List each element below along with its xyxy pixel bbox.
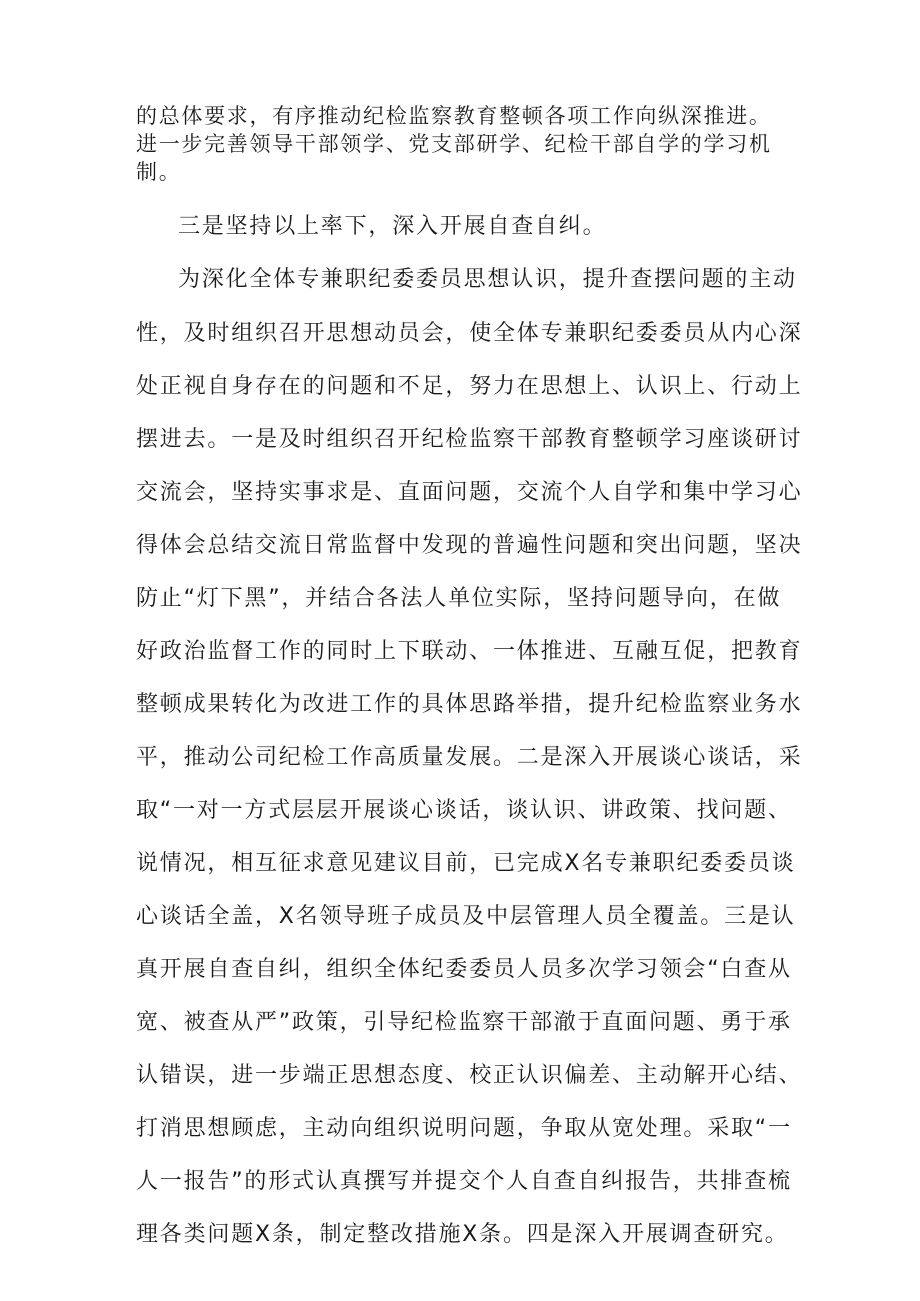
text-line: 理各类问题X条，制定整改措施X条。四是深入开展调查研究。 bbox=[136, 1222, 789, 1247]
text-line: 宽、被查从严”政策，引导纪检监察干部澈于直面问题、勇于承 bbox=[136, 1010, 792, 1035]
text-line: 整顿成果转化为改进工作的具体思路举措，提升纪检监察业务水 bbox=[136, 692, 803, 717]
text-line: 好政治监督工作的同时上下联动、一体推进、互融互促，把教育 bbox=[136, 639, 803, 664]
text-line: 交流会，坚持实事求是、直面问题，交流个人自学和集中学习心 bbox=[136, 480, 803, 505]
text-line: 处正视自身存在的问题和不足，努力在思想上、认识上、行动上 bbox=[136, 374, 803, 399]
text-line: 说情况，相互征求意见建议目前，已完成X名专兼职纪委委员谈 bbox=[136, 851, 796, 876]
text-line: 打消思想顾虑，主动向组织说明问题，争取从宽处理。采取“一 bbox=[136, 1116, 792, 1141]
section-heading: 三是坚持以上率下，深入开展自查自纠。 bbox=[178, 214, 607, 239]
text-line: 为深化全体专兼职纪委委员思想认识，提升查摆问题的主动 bbox=[178, 267, 797, 292]
text-line: 平，推动公司纪检工作高质量发展。二是深入开展谈心谈话，采 bbox=[136, 745, 803, 770]
text-line: 的总体要求，有序推动纪检监察教育整顿各项工作向纵深推进。 bbox=[136, 104, 772, 128]
text-line: 取“一对一方式层层开展谈心谈话，谈认识、讲政策、找问题、 bbox=[136, 798, 792, 823]
text-line: 性，及时组织召开思想动员会，使全体专兼职纪委委员从内心深 bbox=[136, 321, 803, 346]
text-line: 进一步完善领导干部领学、党支部研学、纪检干部自学的学习机 bbox=[136, 132, 772, 156]
text-line: 认错误，进一步端正思想态度、校正认识偏差、主动解开心结、 bbox=[136, 1063, 803, 1088]
text-line: 心谈话全盖，X名领导班子成员及中层管理人员全覆盖。三是认 bbox=[136, 904, 796, 929]
text-line: 摆进去。一是及时组织召开纪检监察干部教育整顿学习座谈研讨 bbox=[136, 427, 803, 452]
text-line: 防止“灯下黑”，并结合各法人单位实际，坚持问题导向，在做 bbox=[136, 586, 782, 611]
text-line: 人一报告”的形式认真撰写并提交个人自查自纠报告，共排查梳 bbox=[136, 1169, 792, 1194]
text-line: 真开展自查自纠，组织全体纪委委员人员多次学习领会“白查从 bbox=[136, 957, 792, 982]
text-line: 制。 bbox=[136, 160, 182, 184]
text-line: 得体会总结交流日常监督中发现的普遍性问题和突出问题，坚决 bbox=[136, 533, 803, 558]
